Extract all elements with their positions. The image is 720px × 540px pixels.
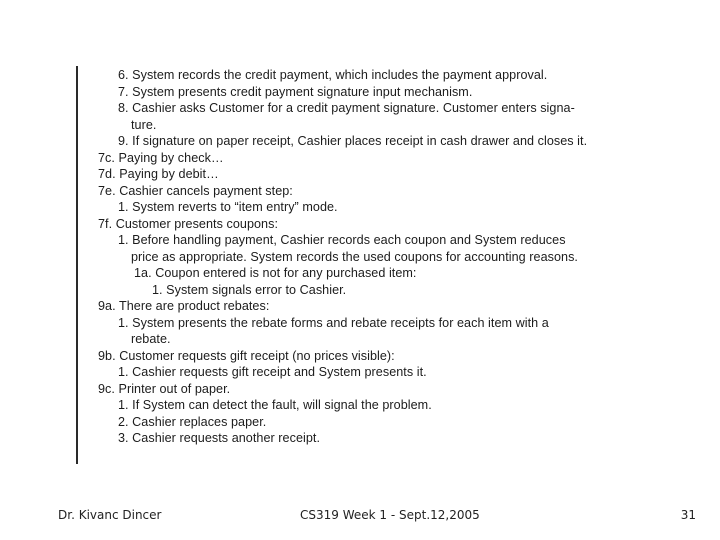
document-line: 1. If System can detect the fault, will signal the problem.	[118, 398, 432, 412]
document-line: 1. Before handling payment, Cashier records each coupon and System reduces	[118, 233, 566, 247]
footer-page-number: 31	[680, 508, 696, 522]
use-case-text	[98, 67, 658, 447]
document-line: 6. System records the credit payment, which includes the payment approval.	[118, 68, 548, 82]
document-line: 9c. Printer out of paper.	[98, 381, 231, 396]
document-line: 1. System reverts to “item entry” mode.	[118, 200, 338, 214]
document-line: 8. Cashier asks Customer for a credit payment signature. Customer enters signa-	[118, 101, 575, 115]
margin-rule	[76, 66, 78, 464]
document-line: price as appropriate. System records the used coupons for accounting reasons.	[131, 249, 578, 264]
document-line: 7c. Paying by check…	[98, 150, 224, 165]
document-line: 3. Cashier requests another receipt.	[118, 431, 321, 445]
footer-course: CS319 Week 1 - Sept.12,2005	[300, 508, 480, 522]
document-line: 9b. Customer requests gift receipt (no prices visible):	[98, 348, 395, 363]
document-line: 1a. Coupon entered is not for any purchased item:	[134, 266, 417, 280]
document-line: 7. System presents credit payment signature input mechanism.	[118, 84, 473, 99]
document-line: 9. If signature on paper receipt, Cashier places receipt in cash drawer and closes it.	[118, 134, 588, 148]
footer-author: Dr. Kivanc Dincer	[58, 508, 162, 522]
document-line: 7d. Paying by debit…	[98, 167, 219, 181]
document-line: 9a. There are product rebates:	[98, 299, 270, 313]
document-line: 1. System signals error to Cashier.	[152, 282, 347, 297]
document-line: 1. System presents the rebate forms and rebate receipts for each item with a	[118, 315, 549, 330]
document-line: 2. Cashier replaces paper.	[118, 414, 267, 429]
document-line: 1. Cashier requests gift receipt and System presents it.	[118, 365, 427, 379]
document-line: ture.	[131, 117, 157, 132]
document-line: 7f. Customer presents coupons:	[98, 216, 279, 231]
document-line: rebate.	[131, 332, 171, 346]
document-line: 7e. Cashier cancels payment step:	[98, 183, 293, 198]
